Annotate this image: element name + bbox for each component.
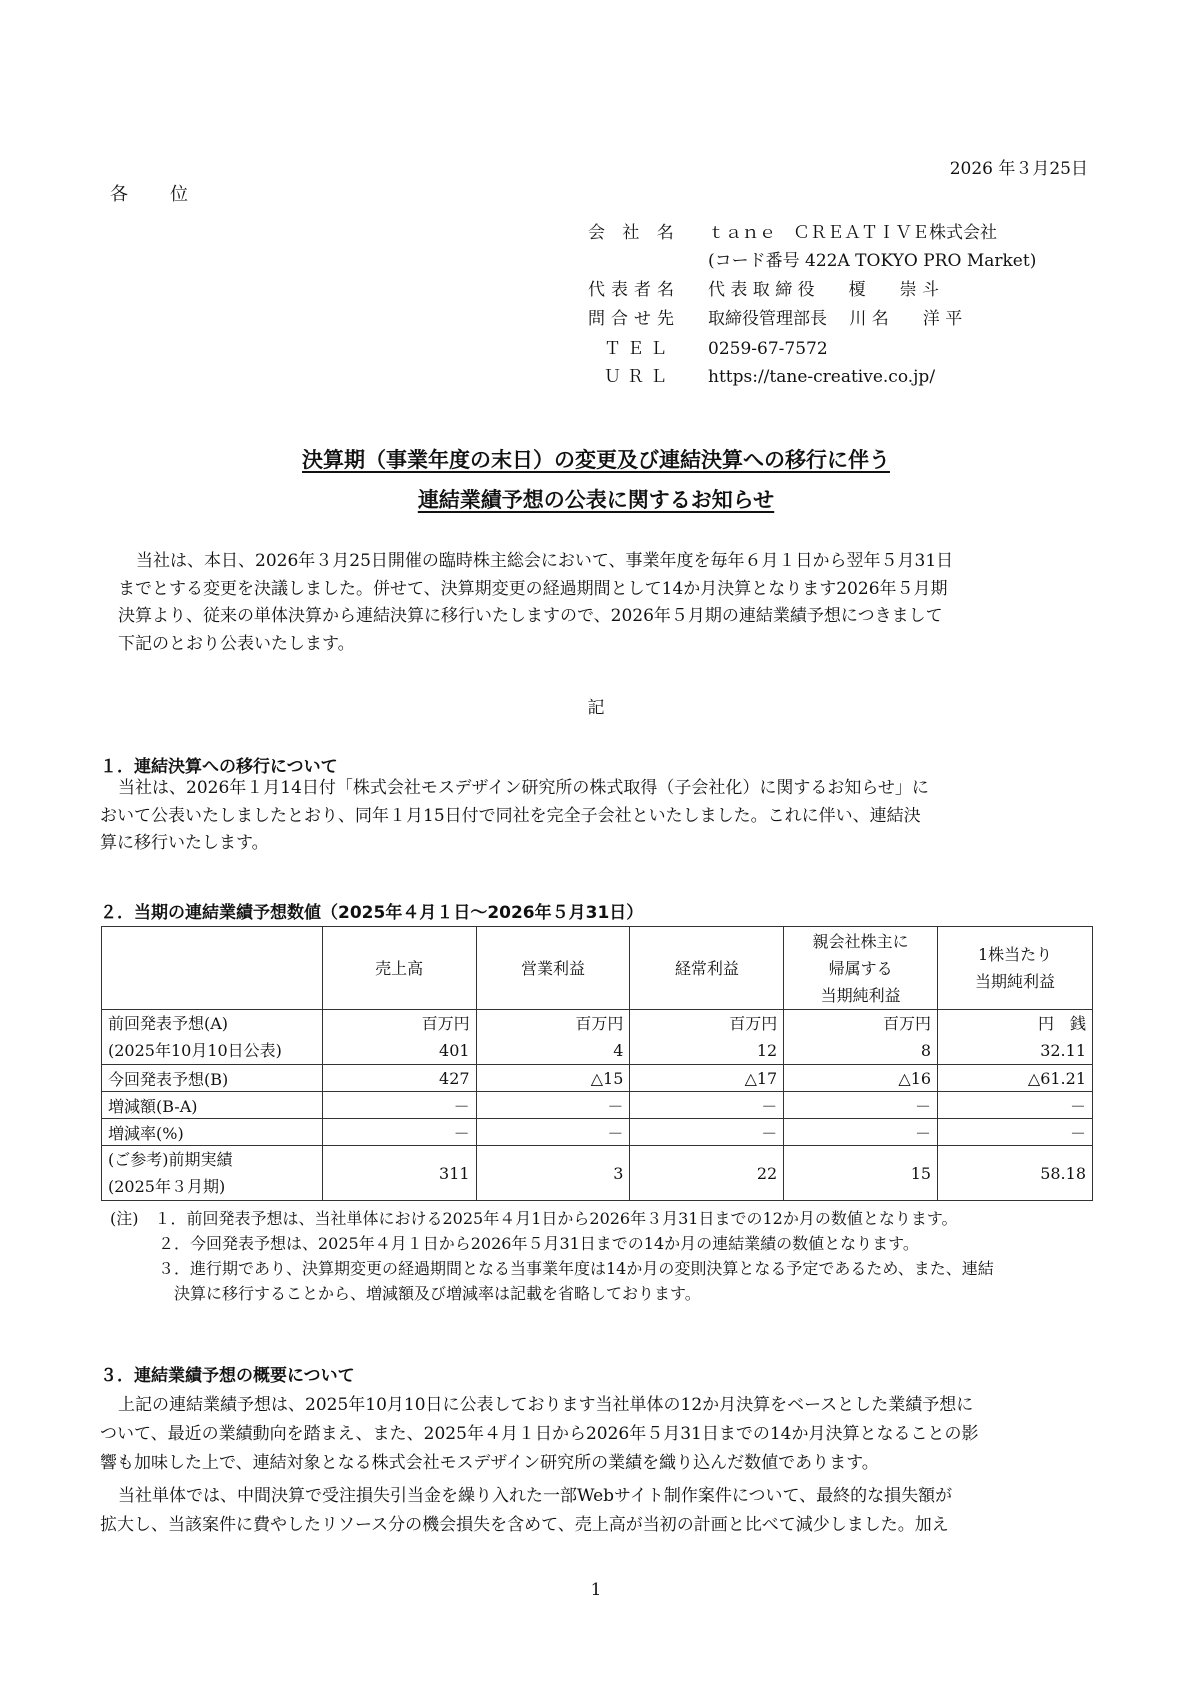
cell-operating-income: 3	[476, 1146, 630, 1201]
section3-line: ついて、最近の業績動向を踏まえ、また、2025年４月１日から2026年５月31日までの14か月決算となることの影	[100, 1424, 979, 1444]
note-2: ２．今回発表予想は、2025年４月１日から2026年５月31日までの14か月の連結業績の数値となります。	[158, 1234, 919, 1253]
company-name-label: 会 社 名	[588, 223, 680, 243]
section3-line: 拡大し、当該案件に費やしたリソース分の機会損失を含めて、売上高が当初の計画と比べて減少しました。加え	[100, 1515, 949, 1535]
cell-net-income: －	[784, 1119, 938, 1146]
cell-ordinary-income: －	[630, 1119, 784, 1146]
section1-line: 当社は、2026年１月14日付「株式会社モスデザイン研究所の株式取得（子会社化）に関するお知らせ」に	[118, 778, 929, 798]
company-name-value: ｔａｎｅ ＣＲＥＡＴＩＶＥ株式会社	[708, 223, 997, 243]
intro-line: までとする変更を決議しました。併せて、決算期変更の経過期間として14か月決算となります2026年５月期	[118, 578, 948, 599]
row-label-current-forecast: 今回発表予想(B)	[102, 1065, 323, 1092]
cell-operating-income: －	[476, 1119, 630, 1146]
intro-line: 当社は、本日、2026年３月25日開催の臨時株主総会において、事業年度を毎年６月１日から翌年５月31日	[136, 551, 954, 571]
table-row	[102, 1065, 1093, 1092]
row-label-previous-forecast: 前回発表予想(A) (2025年10月10日公表)	[102, 1010, 323, 1065]
cell-sales: 427	[322, 1065, 476, 1092]
title-line-2: 連結業績予想の公表に関するお知らせ	[417, 488, 775, 512]
url-value[interactable]: https://tane-creative.co.jp/	[708, 367, 936, 387]
cell-operating-income: －	[476, 1092, 630, 1119]
table-row	[102, 1092, 1093, 1119]
cell-ordinary-income: △17	[630, 1065, 784, 1092]
representative-row	[588, 275, 939, 301]
company-name-row	[588, 218, 997, 244]
ki-marker: 記	[587, 698, 605, 718]
intro-paragraph	[118, 548, 953, 658]
cell-ordinary-income: 22	[630, 1146, 784, 1201]
tel-label: ＴＥＬ	[604, 339, 673, 359]
header-empty-cell	[102, 927, 323, 1010]
contact-label: 問合せ先	[588, 309, 680, 329]
row-label-previous-actual: (ご参考)前期実績 (2025年３月期)	[102, 1146, 323, 1201]
cell-sales: －	[322, 1119, 476, 1146]
section3-heading: ３．連結業績予想の概要について	[100, 1366, 355, 1386]
contact-row	[588, 304, 962, 330]
cell-eps: －	[938, 1119, 1093, 1146]
url-row	[588, 362, 935, 388]
page-number: 1	[590, 1580, 602, 1600]
addressee: 各 位	[110, 184, 200, 205]
url-label: ＵＲＬ	[604, 367, 673, 387]
header-ordinary-income: 経常利益	[630, 927, 784, 1010]
stock-code-row	[588, 246, 1036, 272]
cell-net-income: △16	[784, 1065, 938, 1092]
section1-body	[100, 775, 929, 858]
cell-net-income: 15	[784, 1146, 938, 1201]
section3-line: 上記の連結業績予想は、2025年10月10日に公表しております当社単体の12か月決算をベースとした業績予想に	[118, 1395, 974, 1415]
cell-operating-income: △15	[476, 1065, 630, 1092]
stock-code-value: (コード番号 422A TOKYO PRO Market)	[708, 251, 1037, 271]
cell-sales: 311	[322, 1146, 476, 1201]
representative-label: 代表者名	[588, 280, 680, 300]
row-label-change-rate: 増減率(%)	[102, 1119, 323, 1146]
header-sales: 売上高	[322, 927, 476, 1010]
note-3-continued: 決算に移行することから、増減額及び増減率は記載を省略しております。	[174, 1284, 701, 1303]
cell-eps: △61.21	[938, 1065, 1093, 1092]
table-header-row	[102, 927, 1093, 1010]
cell-eps: 58.18	[938, 1146, 1093, 1201]
header-net-income-parent: 親会社株主に 帰属する 当期純利益	[784, 927, 938, 1010]
section3-body	[100, 1391, 978, 1540]
intro-line: 決算より、従来の単体決算から連結決算に移行いたしますので、2026年５月期の連結業績予想につきまして	[118, 606, 943, 626]
table-row	[102, 1146, 1093, 1201]
contact-value: 取締役管理部長 川 名 洋 平	[708, 309, 963, 329]
header-eps: 1株当たり 当期純利益	[938, 927, 1093, 1010]
cell-operating-income: 百万円 4	[476, 1010, 630, 1065]
section1-line: 算に移行いたします。	[100, 833, 269, 853]
section3-line: 当社単体では、中間決算で受注損失引当金を繰り入れた一部Webサイト制作案件について、最終的な損失額が	[118, 1486, 953, 1506]
section1-heading: １．連結決算への移行について	[100, 757, 338, 777]
cell-eps: －	[938, 1092, 1093, 1119]
cell-ordinary-income: －	[630, 1092, 784, 1119]
table-row	[102, 1010, 1093, 1065]
title-line-1: 決算期（事業年度の末日）の変更及び連結決算への移行に伴う	[302, 448, 890, 472]
section3-line: 響も加味した上で、連結対象となる株式会社モスデザイン研究所の業績を織り込んだ数値であります。	[100, 1453, 879, 1473]
release-date: 2026 年３月25日	[949, 159, 1088, 179]
note-3: ３．進行期であり、決算期変更の経過期間となる当事業年度は14か月の変則決算となる予定であるため、また、連結	[158, 1259, 994, 1278]
table-row	[102, 1119, 1093, 1146]
tel-value: 0259-67-7572	[708, 339, 828, 359]
cell-sales: －	[322, 1092, 476, 1119]
cell-ordinary-income: 百万円 12	[630, 1010, 784, 1065]
cell-net-income: 百万円 8	[784, 1010, 938, 1065]
intro-line: 下記のとおり公表いたします。	[118, 633, 355, 654]
forecast-table	[101, 926, 1093, 1201]
row-label-change-amount: 増減額(B-A)	[102, 1092, 323, 1119]
section1-line: おいて公表いたしましたとおり、同年１月15日付で同社を完全子会社といたしました。これに伴い、連結決	[100, 805, 921, 826]
cell-eps: 円 銭 32.11	[938, 1010, 1093, 1065]
section2-heading: ２．当期の連結業績予想数値（2025年４月１日～2026年５月31日）	[100, 903, 644, 923]
tel-row	[588, 334, 828, 360]
cell-sales: 百万円 401	[322, 1010, 476, 1065]
cell-net-income: －	[784, 1092, 938, 1119]
representative-value: 代 表 取 締 役 榎 崇 斗	[708, 280, 940, 300]
header-operating-income: 営業利益	[476, 927, 630, 1010]
note-1: (注) １．前回発表予想は、当社単体における2025年４月1日から2026年３月31日までの12か月の数値となります。	[110, 1209, 958, 1228]
